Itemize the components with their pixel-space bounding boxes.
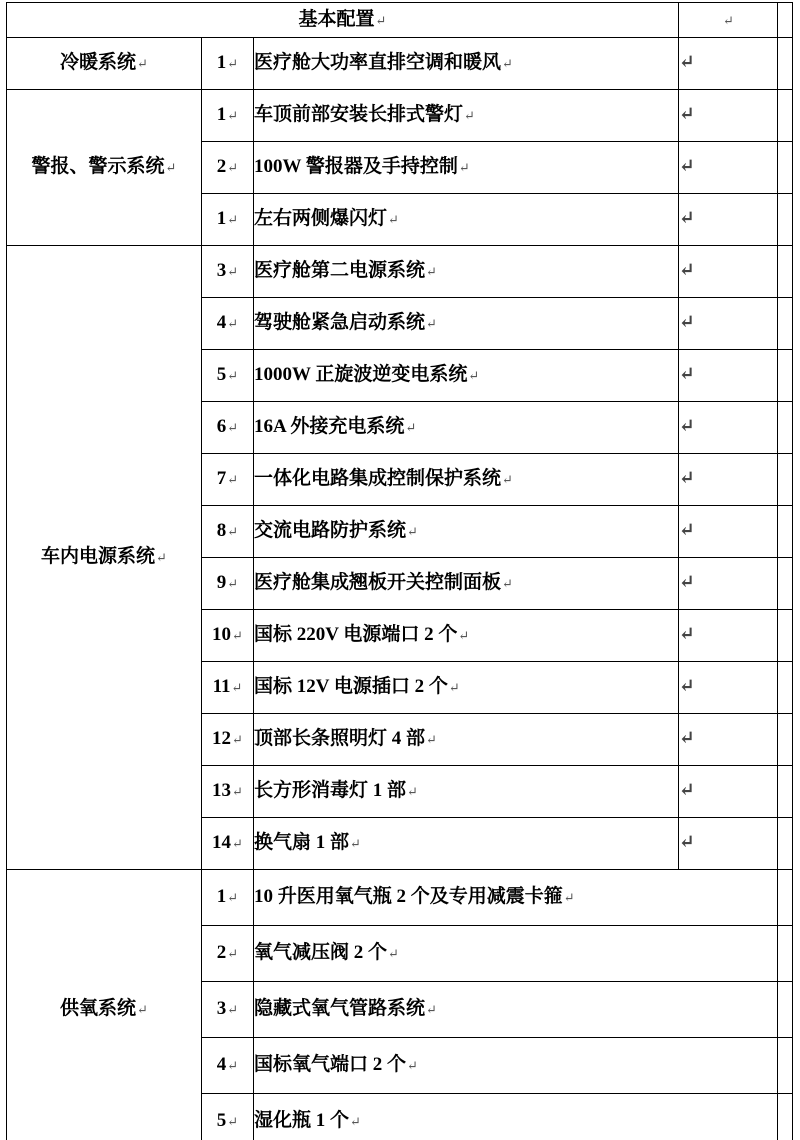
row-description bbox=[254, 194, 679, 246]
row-trailing-cell bbox=[778, 90, 793, 142]
row-number bbox=[202, 90, 254, 142]
row-description bbox=[254, 246, 679, 298]
row-description-text: 顶部长条照明灯 4 部 bbox=[254, 728, 426, 750]
paragraph-mark-icon: ↵ bbox=[458, 628, 470, 644]
row-note bbox=[679, 506, 778, 558]
row-description bbox=[254, 90, 679, 142]
paragraph-mark-icon: ↵ bbox=[405, 420, 417, 436]
row-note-text: ↵ bbox=[679, 416, 695, 438]
row-number bbox=[202, 662, 254, 714]
group-label-alarm-warning bbox=[7, 90, 202, 246]
row-description bbox=[254, 926, 778, 982]
row-note-text: ↵ bbox=[679, 520, 695, 542]
row-trailing-cell bbox=[778, 194, 793, 246]
row-number bbox=[202, 454, 254, 506]
paragraph-mark-icon: ↵ bbox=[227, 212, 239, 228]
row-description-text: 16A 外接充电系统 bbox=[254, 416, 405, 438]
row-description bbox=[254, 454, 679, 506]
row-number-text: 9 bbox=[216, 572, 227, 594]
row-number-text: 4 bbox=[216, 312, 227, 334]
paragraph-mark-icon: ↵ bbox=[723, 12, 734, 28]
row-number-text: 11 bbox=[212, 676, 231, 698]
row-note-text: ↵ bbox=[679, 780, 695, 802]
paragraph-mark-icon: ↵ bbox=[227, 1114, 239, 1130]
paragraph-mark-icon: ↵ bbox=[227, 524, 239, 540]
group-label-text: 供氧系统 bbox=[60, 998, 137, 1020]
row-note bbox=[679, 662, 778, 714]
row-description bbox=[254, 610, 679, 662]
paragraph-mark-icon: ↵ bbox=[407, 1058, 418, 1074]
row-description-text: 国标氧气端口 2 个 bbox=[254, 1054, 407, 1076]
row-note-text: ↵ bbox=[679, 468, 695, 490]
row-note bbox=[679, 142, 778, 194]
paragraph-mark-icon: ↵ bbox=[227, 56, 239, 72]
row-description-text: 10 升医用氧气瓶 2 个及专用减震卡箍 bbox=[254, 886, 563, 908]
row-note bbox=[679, 558, 778, 610]
table-header-note-cell bbox=[679, 3, 778, 38]
group-label-interior-power bbox=[7, 246, 202, 870]
table-row bbox=[7, 246, 793, 298]
row-number bbox=[202, 350, 254, 402]
paragraph-mark-icon: ↵ bbox=[227, 576, 239, 592]
row-note-text: ↵ bbox=[679, 104, 695, 126]
paragraph-mark-icon: ↵ bbox=[448, 680, 460, 696]
group-label-text: 警报、警示系统 bbox=[31, 156, 165, 178]
paragraph-mark-icon: ↵ bbox=[227, 368, 239, 384]
row-note bbox=[679, 454, 778, 506]
row-trailing-cell bbox=[778, 766, 793, 818]
paragraph-mark-icon: ↵ bbox=[227, 472, 239, 488]
row-description-text: 隐藏式氧气管路系统 bbox=[254, 998, 426, 1020]
row-description bbox=[254, 558, 679, 610]
row-description bbox=[254, 1094, 778, 1140]
row-description bbox=[254, 142, 679, 194]
paragraph-mark-icon: ↵ bbox=[156, 550, 167, 566]
row-number-text: 4 bbox=[216, 1054, 227, 1076]
row-description bbox=[254, 506, 679, 558]
row-trailing-cell bbox=[778, 714, 793, 766]
paragraph-mark-icon: ↵ bbox=[388, 946, 399, 962]
row-number-text: 1 bbox=[216, 208, 227, 230]
paragraph-mark-icon: ↵ bbox=[232, 628, 243, 644]
table-title-cell bbox=[7, 3, 679, 38]
row-number bbox=[202, 1038, 254, 1094]
row-description-text: 医疗舱大功率直排空调和暖风 bbox=[254, 52, 502, 74]
row-note-text: ↵ bbox=[679, 312, 695, 334]
paragraph-mark-icon: ↵ bbox=[426, 264, 437, 280]
row-trailing-cell bbox=[778, 1038, 793, 1094]
row-description-text: 1000W 正旋波逆变电系统 bbox=[254, 364, 468, 386]
paragraph-mark-icon: ↵ bbox=[227, 160, 239, 176]
row-number-text: 3 bbox=[216, 260, 227, 282]
row-description-text: 长方形消毒灯 1 部 bbox=[254, 780, 407, 802]
row-note bbox=[679, 766, 778, 818]
row-note-text: ↵ bbox=[679, 728, 695, 750]
row-number bbox=[202, 818, 254, 870]
paragraph-mark-icon: ↵ bbox=[350, 836, 361, 852]
specification-table bbox=[6, 2, 793, 1140]
paragraph-mark-icon: ↵ bbox=[502, 56, 513, 72]
row-number-text: 5 bbox=[216, 364, 227, 386]
group-label-text: 冷暖系统 bbox=[60, 52, 137, 74]
paragraph-mark-icon: ↵ bbox=[227, 890, 239, 906]
table-row bbox=[7, 90, 793, 142]
row-note bbox=[679, 298, 778, 350]
row-trailing-cell bbox=[778, 454, 793, 506]
row-note bbox=[679, 246, 778, 298]
row-description bbox=[254, 714, 679, 766]
paragraph-mark-icon: ↵ bbox=[563, 890, 575, 906]
row-description-text: 湿化瓶 1 个 bbox=[254, 1110, 350, 1132]
row-number-text: 12 bbox=[212, 728, 232, 750]
row-number bbox=[202, 506, 254, 558]
row-trailing-cell bbox=[778, 818, 793, 870]
row-trailing-cell bbox=[778, 1094, 793, 1140]
row-description-text: 医疗舱集成翘板开关控制面板 bbox=[254, 572, 502, 594]
paragraph-mark-icon: ↵ bbox=[426, 1002, 437, 1018]
row-number bbox=[202, 194, 254, 246]
paragraph-mark-icon: ↵ bbox=[231, 680, 243, 696]
table-row bbox=[7, 38, 793, 90]
row-description-text: 换气扇 1 部 bbox=[254, 832, 350, 854]
row-number bbox=[202, 982, 254, 1038]
row-number bbox=[202, 142, 254, 194]
row-trailing-cell bbox=[778, 246, 793, 298]
row-note bbox=[679, 610, 778, 662]
paragraph-mark-icon: ↵ bbox=[232, 836, 243, 852]
row-number-text: 1 bbox=[216, 52, 227, 74]
row-number bbox=[202, 298, 254, 350]
paragraph-mark-icon: ↵ bbox=[232, 732, 243, 748]
paragraph-mark-icon: ↵ bbox=[232, 784, 243, 800]
row-note-text: ↵ bbox=[679, 572, 695, 594]
row-trailing-cell bbox=[778, 558, 793, 610]
row-note bbox=[679, 402, 778, 454]
row-number-text: 2 bbox=[216, 942, 227, 964]
paragraph-mark-icon: ↵ bbox=[426, 316, 437, 332]
row-description-text: 国标 12V 电源插口 2 个 bbox=[254, 676, 448, 698]
paragraph-mark-icon: ↵ bbox=[350, 1114, 361, 1130]
row-number bbox=[202, 926, 254, 982]
row-description bbox=[254, 982, 778, 1038]
row-description bbox=[254, 766, 679, 818]
row-note-text: ↵ bbox=[679, 52, 695, 74]
table-header-row bbox=[7, 3, 793, 38]
row-number bbox=[202, 246, 254, 298]
row-trailing-cell bbox=[778, 870, 793, 926]
paragraph-mark-icon: ↵ bbox=[227, 1002, 239, 1018]
paragraph-mark-icon: ↵ bbox=[502, 472, 513, 488]
row-description-text: 驾驶舱紧急启动系统 bbox=[254, 312, 426, 334]
row-trailing-cell bbox=[778, 926, 793, 982]
row-note bbox=[679, 194, 778, 246]
paragraph-mark-icon: ↵ bbox=[388, 212, 399, 228]
row-description-text: 100W 警报器及手持控制 bbox=[254, 156, 458, 178]
row-trailing-cell bbox=[778, 610, 793, 662]
row-number bbox=[202, 38, 254, 90]
row-description bbox=[254, 298, 679, 350]
row-note-text: ↵ bbox=[679, 156, 695, 178]
paragraph-mark-icon: ↵ bbox=[464, 108, 475, 124]
row-note-text: ↵ bbox=[679, 208, 695, 230]
row-number bbox=[202, 558, 254, 610]
row-note-text: ↵ bbox=[679, 260, 695, 282]
paragraph-mark-icon: ↵ bbox=[227, 946, 239, 962]
paragraph-mark-icon: ↵ bbox=[165, 160, 177, 176]
row-number-text: 1 bbox=[216, 886, 227, 908]
row-description bbox=[254, 870, 778, 926]
group-label-cooling-heating bbox=[7, 38, 202, 90]
paragraph-mark-icon: ↵ bbox=[458, 160, 470, 176]
paragraph-mark-icon: ↵ bbox=[468, 368, 480, 384]
row-description-text: 氧气减压阀 2 个 bbox=[254, 942, 388, 964]
row-description-text: 国标 220V 电源端口 2 个 bbox=[254, 624, 458, 646]
row-description bbox=[254, 350, 679, 402]
row-number-text: 3 bbox=[216, 998, 227, 1020]
paragraph-mark-icon: ↵ bbox=[227, 1058, 239, 1074]
paragraph-mark-icon: ↵ bbox=[502, 576, 513, 592]
row-description-text: 交流电路防护系统 bbox=[254, 520, 407, 542]
row-number-text: 13 bbox=[212, 780, 232, 802]
row-note bbox=[679, 714, 778, 766]
row-description-text: 车顶前部安装长排式警灯 bbox=[254, 104, 464, 126]
row-number-text: 6 bbox=[216, 416, 227, 438]
paragraph-mark-icon: ↵ bbox=[227, 420, 239, 436]
row-description bbox=[254, 662, 679, 714]
paragraph-mark-icon: ↵ bbox=[375, 12, 387, 28]
row-number bbox=[202, 766, 254, 818]
row-description bbox=[254, 402, 679, 454]
row-note bbox=[679, 38, 778, 90]
row-number-text: 1 bbox=[216, 104, 227, 126]
row-number-text: 10 bbox=[212, 624, 232, 646]
paragraph-mark-icon: ↵ bbox=[426, 732, 437, 748]
row-number bbox=[202, 714, 254, 766]
row-note bbox=[679, 818, 778, 870]
group-label-oxygen-supply bbox=[7, 870, 202, 1140]
paragraph-mark-icon: ↵ bbox=[227, 108, 239, 124]
table-trailing-cell bbox=[778, 3, 793, 38]
row-note-text: ↵ bbox=[679, 364, 695, 386]
row-note-text: ↵ bbox=[679, 676, 695, 698]
row-description-text: 一体化电路集成控制保护系统 bbox=[254, 468, 502, 490]
row-number bbox=[202, 610, 254, 662]
row-number-text: 8 bbox=[216, 520, 227, 542]
paragraph-mark-icon: ↵ bbox=[227, 316, 239, 332]
row-description bbox=[254, 1038, 778, 1094]
paragraph-mark-icon: ↵ bbox=[137, 1002, 148, 1018]
row-number-text: 5 bbox=[216, 1110, 227, 1132]
row-description-text: 左右两侧爆闪灯 bbox=[254, 208, 388, 230]
row-trailing-cell bbox=[778, 506, 793, 558]
row-trailing-cell bbox=[778, 662, 793, 714]
row-note-text: ↵ bbox=[679, 624, 695, 646]
paragraph-mark-icon: ↵ bbox=[227, 264, 239, 280]
row-number bbox=[202, 870, 254, 926]
paragraph-mark-icon: ↵ bbox=[137, 56, 148, 72]
row-trailing-cell bbox=[778, 982, 793, 1038]
row-number bbox=[202, 1094, 254, 1140]
row-number-text: 2 bbox=[216, 156, 227, 178]
row-number-text: 7 bbox=[216, 468, 227, 490]
row-note bbox=[679, 350, 778, 402]
row-description bbox=[254, 818, 679, 870]
row-trailing-cell bbox=[778, 142, 793, 194]
paragraph-mark-icon: ↵ bbox=[407, 524, 418, 540]
row-number bbox=[202, 402, 254, 454]
row-trailing-cell bbox=[778, 298, 793, 350]
row-description bbox=[254, 38, 679, 90]
paragraph-mark-icon: ↵ bbox=[407, 784, 418, 800]
row-trailing-cell bbox=[778, 350, 793, 402]
row-number-text: 14 bbox=[212, 832, 232, 854]
row-description-text: 医疗舱第二电源系统 bbox=[254, 260, 426, 282]
row-trailing-cell bbox=[778, 402, 793, 454]
table-row bbox=[7, 870, 793, 926]
table-title: 基本配置 bbox=[298, 8, 375, 30]
row-note-text: ↵ bbox=[679, 832, 695, 854]
group-label-text: 车内电源系统 bbox=[41, 546, 156, 568]
table-body bbox=[7, 3, 793, 1140]
row-trailing-cell bbox=[778, 38, 793, 90]
row-note bbox=[679, 90, 778, 142]
